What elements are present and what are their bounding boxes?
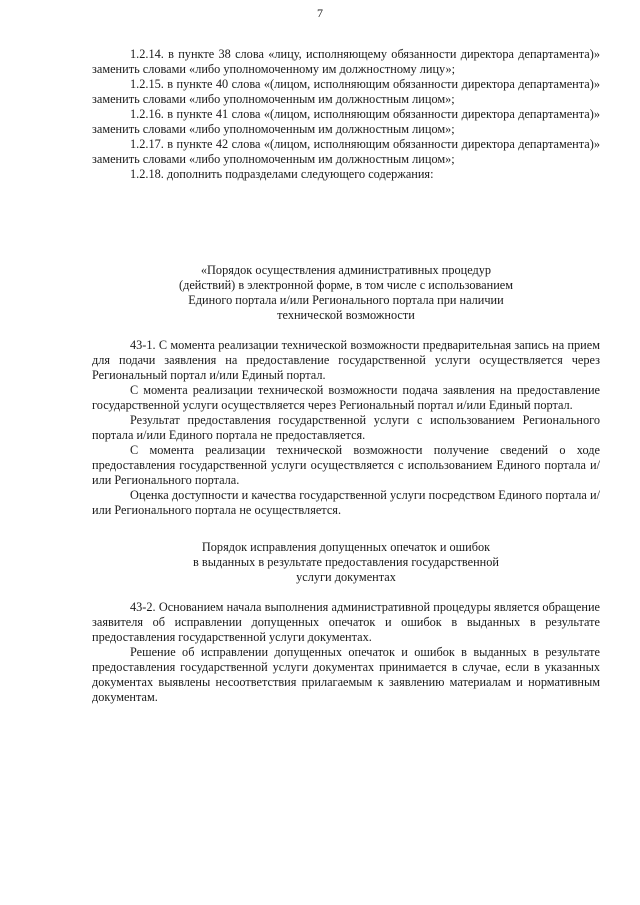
paragraph: С момента реализации технической возможности подача заявления на предоставление государственной услуги осуществляется через Региональный портал и/или Единый портал. bbox=[92, 383, 600, 412]
section-heading-electronic-form bbox=[92, 263, 600, 323]
section-heading-corrections bbox=[92, 540, 600, 585]
heading-line: (действий) в электронной форме, в том числе с использованием bbox=[178, 278, 514, 292]
amendment-item: 1.2.16. в пункте 41 слова «(лицом, исполняющим обязанности директора департамента)» заменить словами «либо уполномоченным им должностным лицом»; bbox=[92, 107, 600, 136]
page-number: 7 bbox=[317, 6, 323, 20]
heading-line: Порядок исправления допущенных опечаток и ошибок bbox=[201, 540, 491, 554]
heading-line: в выданных в результате предоставления государственной bbox=[193, 555, 499, 569]
amendment-item: 1.2.14. в пункте 38 слова «лицу, исполняющему обязанности директора департамента)» заменить словами «либо уполномоченному им должностному лицу»; bbox=[92, 47, 600, 76]
heading-line: «Порядок осуществления административных процедур bbox=[200, 263, 492, 277]
heading-line: технической возможности bbox=[277, 308, 415, 322]
section-body-corrections bbox=[92, 600, 600, 705]
paragraph: 43-2. Основанием начала выполнения административной процедуры является обращение заявителя об исправлении допущенных опечаток и ошибок в выданных в результате предоставления государственной услуги документах. bbox=[92, 600, 600, 644]
paragraph: Результат предоставления государственной услуги с использованием Регионального портала и/или Единого портала не предоставляется. bbox=[92, 413, 600, 442]
paragraph: С момента реализации технической возможности получение сведений о ходе предоставления государственной услуги осуществляется с использованием Единого портала и/или Регионального портала. bbox=[92, 443, 600, 487]
paragraph: Решение об исправлении допущенных опечаток и ошибок в выданных в результате предоставления государственной услуги документах принимается в случае, если в указанных документах выявлены несоответствия прилагаемым к заявлению материалам и нормативным документам. bbox=[92, 645, 600, 704]
paragraph: Оценка доступности и качества государственной услуги посредством Единого портала и/или Регионального портала не осуществляется. bbox=[92, 488, 600, 517]
amendment-item: 1.2.18. дополнить подразделами следующего содержания: bbox=[130, 167, 434, 181]
amendment-item: 1.2.17. в пункте 42 слова «(лицом, исполняющим обязанности директора департамента)» заменить словами «либо уполномоченным им должностным лицом»; bbox=[92, 137, 600, 166]
paragraph: 43-1. С момента реализации технической возможности предварительная запись на прием для подачи заявления на предоставление государственной услуги осуществляется через Региональный портал и/или Единый портал. bbox=[92, 338, 600, 382]
section-body-electronic-form bbox=[92, 338, 600, 518]
amendments-list bbox=[92, 47, 600, 182]
heading-line: Единого портала и/или Регионального портала при наличии bbox=[188, 293, 504, 307]
heading-line: услуги документах bbox=[296, 570, 396, 584]
amendment-item: 1.2.15. в пункте 40 слова «(лицом, исполняющим обязанности директора департамента)» заменить словами «либо уполномоченным им должностным лицом»; bbox=[92, 77, 600, 106]
